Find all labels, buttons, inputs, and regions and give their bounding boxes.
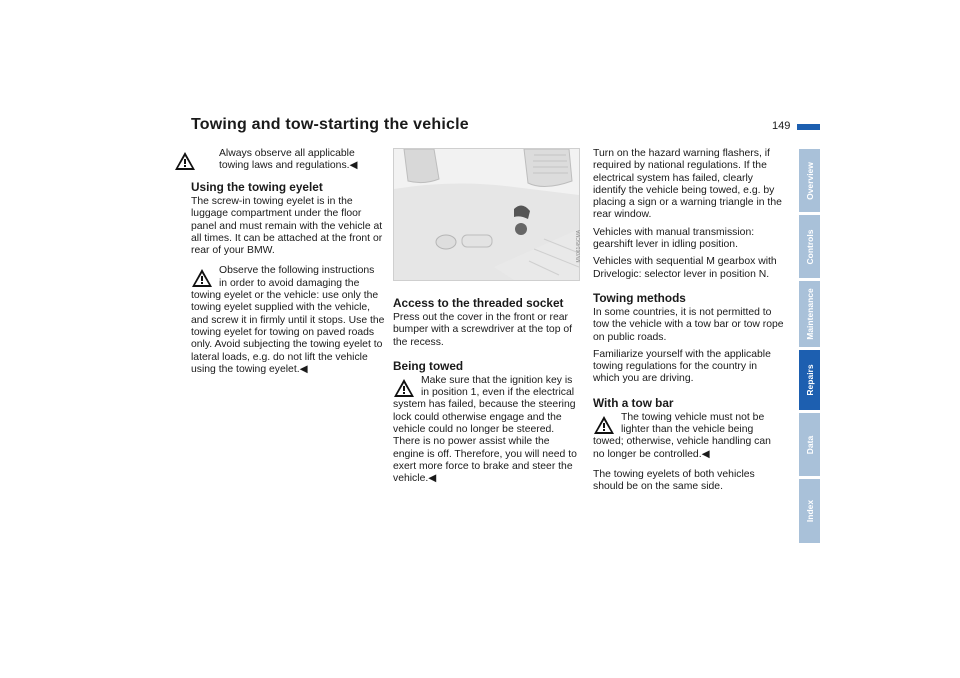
paragraph: The towing eyelets of both vehicles should be on the same side.: [593, 468, 755, 493]
warning-triangle-icon: [393, 377, 415, 399]
page-number: 149: [772, 120, 791, 132]
warning-note: [191, 148, 385, 174]
column-middle: [393, 296, 583, 486]
paragraph: The screw-in towing eyelet is in the luggage compartment under the floor panel and must remain with the vehicle at all times. It can be attached at the front or rear of your BMW.: [191, 196, 383, 257]
warning-note: [593, 412, 785, 461]
warning-triangle-icon: [174, 150, 196, 172]
section-heading: Using the towing eyelet: [191, 180, 323, 194]
image-code: MV06145CMA: [576, 230, 582, 263]
warning-text: The towing vehicle must not be lighter than the vehicle being towed; otherwise, vehicle handling can no longer be controlled.◀: [593, 411, 771, 460]
warning-text: Make sure that the ignition key is in position 1, even if the electrical system has failed, because the steering lock could otherwise engage and the vehicle could no longer be steered. There is no power assist while the engine is off. Therefore, you will need to exert more force to brake and steer the vehicle.◀: [393, 374, 577, 485]
paragraph: Vehicles with sequential M gearbox with Drivelogic: selector lever in position N.: [593, 256, 777, 280]
tab-data[interactable]: Data: [799, 413, 820, 476]
page-number-bar: [797, 124, 820, 130]
tab-maintenance[interactable]: Maintenance: [799, 281, 820, 347]
tab-index[interactable]: Index: [799, 479, 820, 543]
paragraph: Vehicles with manual transmission: gearshift lever in idling position.: [593, 226, 755, 251]
tab-controls[interactable]: Controls: [799, 215, 820, 278]
bumper-illustration: [394, 149, 579, 280]
page-title: Towing and tow-starting the vehicle: [191, 116, 469, 133]
paragraph: Familiarize yourself with the applicable towing regulations for the country in which you are driving.: [593, 348, 771, 385]
section-heading: Being towed: [393, 358, 464, 373]
section-heading: Access to the threaded socket: [393, 296, 564, 310]
warning-text: Observe the following instructions in order to avoid damaging the towing eyelet or the vehicle: use only the towing eyelet supplied with the vehicle, and screw it in firmly until it stops. Use the towing eyelet for towing on paved roads only. Avoid subjecting the towing eyelet to lateral loads, e.g. do not lift the vehicle using the towing eyelet.◀: [191, 265, 385, 375]
warning-text: Always observe all applicable towing laws and regulations.◀: [219, 148, 358, 172]
paragraph: Press out the cover in the front or rear bumper with a screwdriver at the top of the recess.: [393, 312, 573, 348]
tab-repairs[interactable]: Repairs: [799, 350, 820, 410]
warning-note: [393, 375, 583, 486]
column-left: [191, 148, 385, 376]
bumper-photo: [393, 148, 580, 281]
paragraph: In some countries, it is not permitted to tow the vehicle with a tow bar or tow rope on public roads.: [593, 306, 784, 343]
warning-note: [191, 265, 385, 376]
column-right: [593, 148, 785, 499]
warning-triangle-icon: [593, 414, 615, 436]
section-heading: With a tow bar: [593, 395, 674, 410]
section-heading: Towing methods: [593, 290, 686, 305]
tab-overview[interactable]: Overview: [799, 149, 820, 212]
paragraph: Turn on the hazard warning flashers, if required by national regulations. If the electrical system has failed, clearly identify the vehicle being towed, e.g. by placing a sign or a warning triangle in the rear window.: [593, 148, 782, 221]
warning-triangle-icon: [191, 267, 213, 289]
